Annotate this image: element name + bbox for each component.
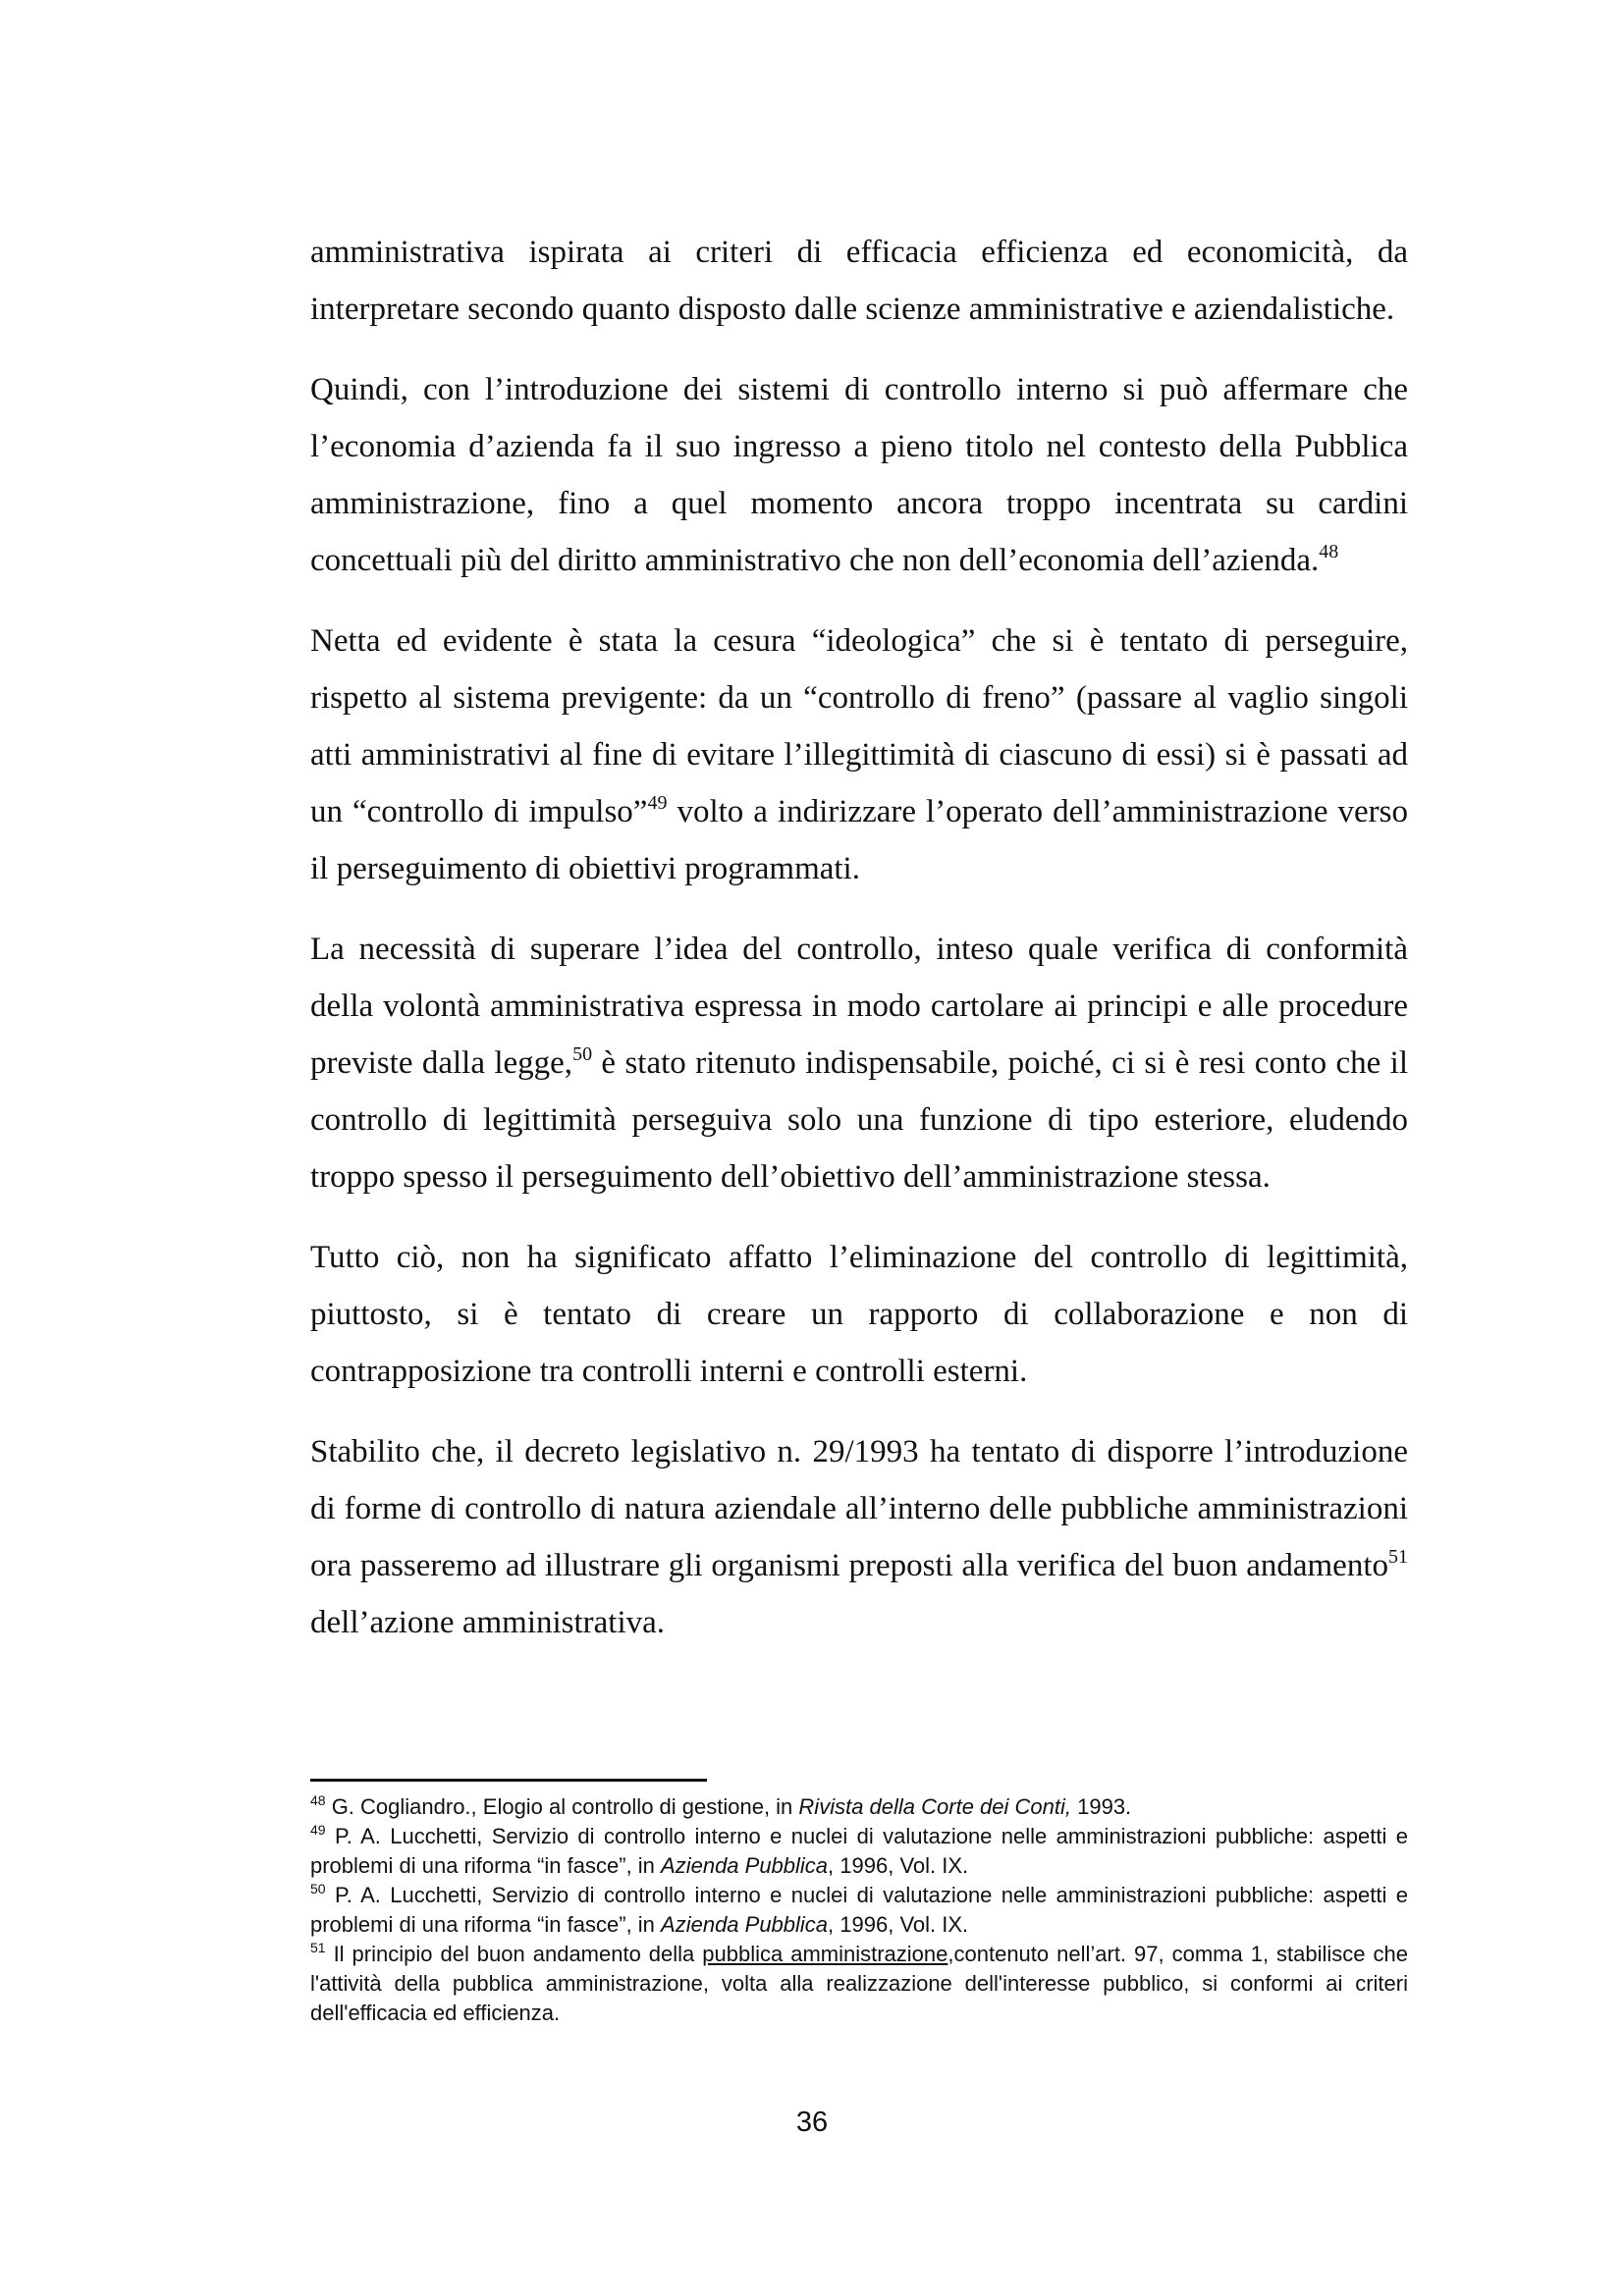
paragraph-6-text-b: dell’azione amministrativa. (310, 1605, 666, 1640)
paragraph-2-text: Quindi, con l’introduzione dei sistemi di controllo interno si può affermare che l’economia d’azienda fa il suo ingresso a pieno titolo nel contesto della Pubblica amministrazione, fino a quel momento ancora troppo incentrata su cardini concettuali più del diritto amministrativo che non dell’economia dell’azienda. (310, 372, 1408, 578)
footnote-50 (310, 1881, 1408, 1940)
main-text (310, 224, 1408, 1675)
paragraph-4-text-a: La necessità di superare l’idea del controllo, inteso quale verifica di conformità della volontà amministrativa espressa in modo cartolare ai principi e alle procedure previste dalla legge, (310, 932, 1408, 1081)
paragraph-5 (310, 1229, 1408, 1400)
paragraph-5-text: Tutto ciò, non ha significato affatto l’eliminazione del controllo di legittimità, piuttosto, si è tentato di creare un rapporto di collaborazione e non di contrapposizione tra controlli interni e controlli esterni. (310, 1240, 1408, 1389)
footnote-divider (310, 1779, 707, 1782)
footnote-50-number: 50 (310, 1881, 326, 1896)
footnote-49-text: P. A. Lucchetti, Servizio di controllo interno e nuclei di valutazione nelle amministrazioni pubbliche: aspetti e problemi di una riforma “in fasce”, in (310, 1824, 1408, 1878)
footnote-48-text: G. Cogliandro., Elogio al controllo di gestione, in (325, 1794, 799, 1819)
footnote-48 (310, 1792, 1408, 1822)
footnote-48-tail: 1993. (1071, 1794, 1132, 1819)
paragraph-6-text-a: Stabilito che, il decreto legislativo n. 29/1993 ha tentato di disporre l’introduzione di forme di controllo di natura aziendale all’interno delle pubbliche amministrazioni ora passeremo ad illustrare gli organismi preposti alla verifica del buon andamento (310, 1434, 1408, 1583)
footnote-49-title: Azienda Pubblica (661, 1853, 829, 1878)
footnote-51-tail: ,contenuto nell’art. 97, comma 1, stabilisce che l'attività della pubblica amministrazione, volta alla realizzazione dell'interesse pubblico, si conformi ai criteri dell'efficacia ed efficienza. (310, 1942, 1408, 2025)
paragraph-3-text-a: Netta ed evidente è stata la cesura “ideologica” che si è tentato di perseguire, rispetto al sistema previgente: da un “controllo di freno” (passare al vaglio singoli atti amministrativi al fine di evitare l’illegittimità di ciascuno di essi) si è passati ad un “controllo di impulso” (310, 623, 1408, 829)
footnote-50-text: P. A. Lucchetti, Servizio di controllo interno e nuclei di valutazione nelle amministrazioni pubbliche: aspetti e problemi di una riforma “in fasce”, in (310, 1883, 1408, 1937)
paragraph-3-text-b: volto a indirizzare l’operato dell’amministrazione verso il perseguimento di obiettivi programmati. (310, 794, 1408, 886)
paragraph-4 (310, 921, 1408, 1205)
footnote-51-link[interactable]: pubblica amministrazione (702, 1942, 948, 1966)
paragraph-1 (310, 224, 1408, 338)
footnote-ref-48[interactable]: 48 (1319, 541, 1339, 562)
footnote-ref-51[interactable]: 51 (1388, 1546, 1408, 1568)
footnotes (310, 1792, 1408, 2028)
footnote-48-title: Rivista della Corte dei Conti, (798, 1794, 1071, 1819)
footnote-49-number: 49 (310, 1822, 326, 1838)
paragraph-6 (310, 1423, 1408, 1651)
paragraph-3 (310, 613, 1408, 897)
footnote-50-title: Azienda Pubblica (661, 1912, 829, 1937)
footnote-51-number: 51 (310, 1940, 326, 1955)
footnote-ref-50[interactable]: 50 (572, 1043, 593, 1065)
footnote-51 (310, 1940, 1408, 2028)
footnote-49-tail: , 1996, Vol. IX. (828, 1853, 969, 1878)
footnote-48-number: 48 (310, 1792, 326, 1808)
paragraph-2 (310, 361, 1408, 589)
paragraph-1-text: amministrativa ispirata ai criteri di efficacia efficienza ed economicità, da interpretare secondo quanto disposto dalle scienze amministrative e aziendalistiche. (310, 235, 1408, 327)
footnote-50-tail: , 1996, Vol. IX. (828, 1912, 969, 1937)
footnote-ref-49[interactable]: 49 (647, 792, 668, 814)
footnote-49 (310, 1822, 1408, 1881)
page-number: 36 (795, 2107, 829, 2138)
paragraph-4-text-b: è stato ritenuto indispensabile, poiché, ci si è resi conto che il controllo di legittimità perseguiva solo una funzione di tipo esteriore, eludendo troppo spesso il perseguimento dell’obiettivo dell’amministrazione stessa. (310, 1045, 1408, 1195)
footnote-51-text: Il principio del buon andamento della (325, 1942, 703, 1966)
